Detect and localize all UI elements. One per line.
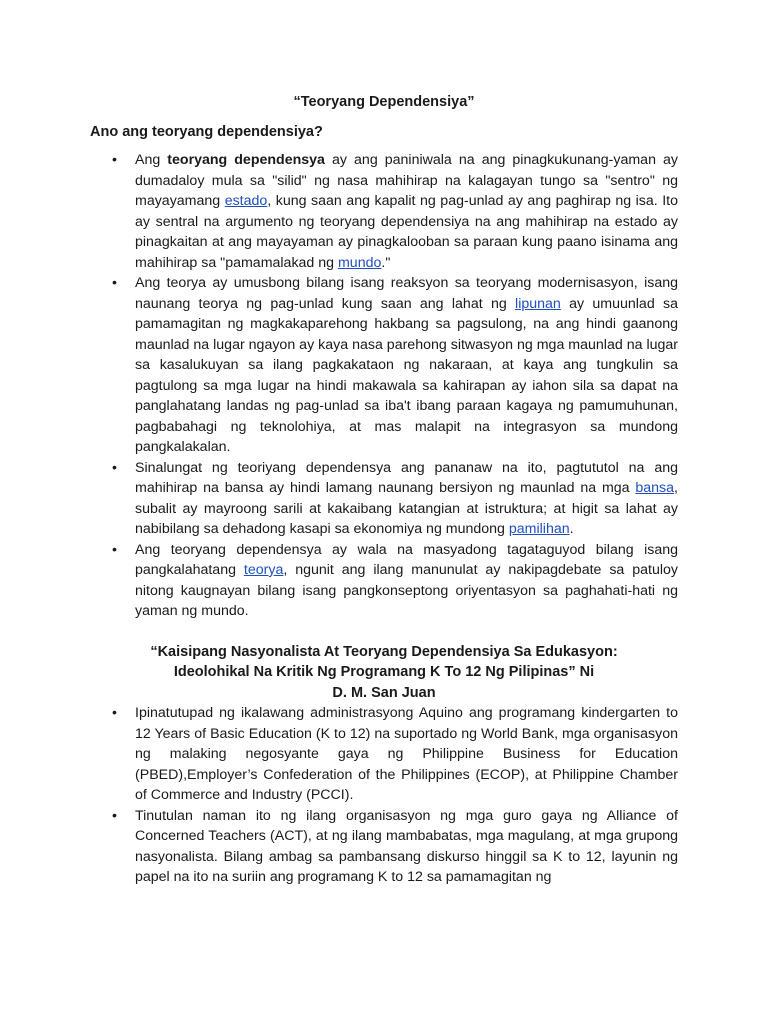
inline-link[interactable]: estado: [224, 193, 268, 209]
heading-line: D. M. San Juan: [332, 684, 436, 701]
list-item: [90, 458, 678, 540]
inline-link[interactable]: teorya: [243, 562, 284, 578]
section-question: Ano ang teoryang dependensiya?: [90, 124, 323, 140]
text-run: Tinutulan naman ito ng ilang organisasyon ng mga guro gaya ng Alliance of Concerned Teachers (ACT), at ng ilang mambabatas, mga magulang, at mga grupong nasyonalista. Bilang ambag sa pambansang diskurso hinggil sa K to 12, layunin ng papel na ito na suriin ang programang K to 12 sa pamamagitan ng: [135, 807, 678, 885]
text-run: .": [381, 254, 391, 271]
bullet-icon: •: [112, 152, 117, 168]
list-item: [90, 273, 678, 458]
text-run: , ngunit ang ilang manunulat ay nakipagdebate sa patuloy nitong kaugnayan bilang isang pangkonseptong oriyentasyon sa paghahati-hati ng yaman ng mundo.: [135, 562, 678, 619]
list-item: [90, 540, 678, 622]
text-run: ay umuunlad sa pamamagitan ng magkakaparehong hakbang sa pagsulong, na ang hindi gaanong maunlad na lugar ngayon ay kaya nasa parehong sitwasyon ng mga maunlad na lugar sa kasalukuyan sa ilang pagkakataon ng nakaraan, at kaya ang tungkulin sa pagtulong sa mga lugar na hindi makawala sa kahirapan ay iahon sila sa dapat na panglahatang landas ng pag-unlad sa iba't ibang paraan kagaya ng pamumuhunan, pagbabahagi ng teknolohiya, at mas malapit na integrasyon sa mundong pangkalakalan.: [135, 295, 679, 455]
inline-link[interactable]: bansa: [635, 480, 675, 496]
bullet-icon: •: [112, 459, 117, 476]
section-heading-2: [90, 642, 678, 704]
bullet-icon: •: [112, 541, 117, 558]
list-item: [90, 150, 678, 273]
text-run: , subalit ay mayroong sarili at kakaibang katangian at istruktura; at higit sa lahat ay nabibilang sa dehadong kasapi sa ekonomiya ng mundong: [135, 480, 678, 537]
bullet-icon: •: [112, 275, 117, 291]
list-item: [90, 703, 678, 806]
text-run: Ang: [135, 152, 168, 168]
bold-term: teoryang dependensya: [167, 152, 325, 168]
heading-line: “Kaisipang Nasyonalista At Teoryang Dependensiya Sa Edukasyon:: [150, 643, 618, 660]
text-run: .: [569, 521, 574, 537]
text-run: , kung saan ang kapalit ng pag-unlad ay ang paghirap ng isa. Ito ay sentral na argumento ng teoryang dependensiya na ang mahihirap na estado ay pinagkaitan at ang mayayaman ay pinagkalooban sa paraan kung paano isinama ang mahihirap sa "pamamalakad ng: [135, 193, 678, 271]
bullet-icon: •: [112, 705, 117, 721]
text-run: Ang teoryang dependensya ay wala na masyadong tagataguyod bilang isang pangkalahatang: [135, 541, 678, 578]
list-item: [90, 806, 678, 888]
inline-link[interactable]: pamilihan: [508, 521, 570, 537]
heading-line: Ideolohikal Na Kritik Ng Programang K To 12 Ng Pilipinas” Ni: [173, 664, 595, 680]
bullet-list-2: [90, 703, 678, 888]
text-run: Ipinatutupad ng ikalawang administrasyong Aquino ang programang kindergarten to 12 Years of Basic Education (K to 12) na suportado ng World Bank, mga organisasyon ng malaking negosyante gaya ng Philippine Business for Education (PBED),Employer’s Confederation of the Philippines (ECOP), at Philippine Chamber of Commerce and Industry (PCCI).: [135, 705, 678, 803]
inline-link[interactable]: lipunan: [515, 295, 561, 312]
text-run: Sinalungat ng teoriyang dependensya ang pananaw na ito, pagtututol na ang mahihirap na bansa ay hindi lamang naunang bersiyon ng maunlad na mga: [135, 459, 678, 496]
bullet-icon: •: [112, 807, 117, 824]
text-run: ay ang paniniwala na ang pinagkukunang-yaman ay dumadaloy mula sa "silid" ng nasa mahihirap na kalagayan tungo sa "sentro" ng mayayamang: [135, 152, 678, 209]
inline-link[interactable]: mundo: [337, 254, 382, 271]
bullet-list-1: [90, 150, 678, 622]
document-title: “Teoryang Dependensiya”: [293, 94, 475, 110]
text-run: Ang teorya ay umusbong bilang isang reaksyon sa teoryang modernisasyon, isang naunang teorya ng pag-unlad kung saan ang lahat ng: [135, 275, 678, 312]
